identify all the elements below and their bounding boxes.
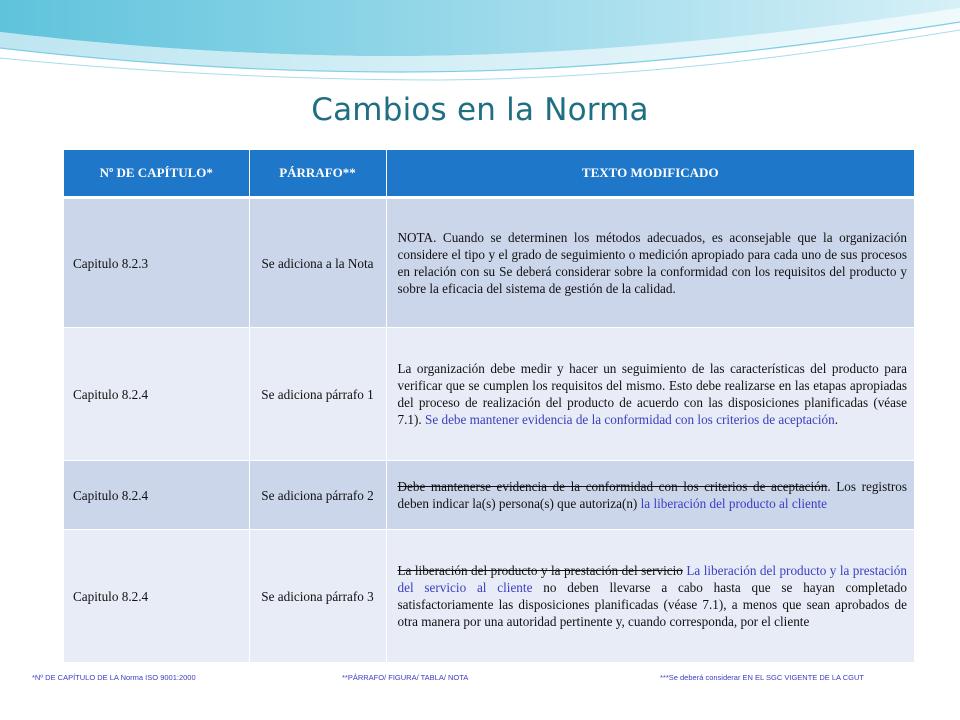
added-text: la liberación del producto al cliente xyxy=(640,496,828,511)
paragraph-cell: Se adiciona párrafo 2 xyxy=(249,461,386,530)
footnote-chapter: *Nº DE CAPÍTULO DE LA Norma ISO 9001:2000 xyxy=(32,673,196,682)
struck-text: La liberación del producto y la prestación del servicio xyxy=(397,563,683,578)
footnote-sgc: ***Se deberá considerar EN EL SGC VIGENTE DE LA CGUT xyxy=(660,673,864,682)
page-title: Cambios en la Norma xyxy=(311,92,649,128)
plain-text: no deben llevarse a cabo hasta que se hayan completado satisfactoriamente las disposiciones planificadas (véase 7.1), a menos que sean aprobados de otra manera por una autoridad pertinente y, cuando corresponda, por el cliente xyxy=(397,580,907,629)
plain-text: Los registros deben indicar la(s) persona(s) que autoriza(n) xyxy=(397,479,907,511)
table-row xyxy=(64,198,914,328)
modified-text-cell xyxy=(386,198,914,328)
modified-text-cell xyxy=(386,530,914,663)
added-text: La liberación del producto y la prestación del servicio al cliente xyxy=(397,563,907,595)
chapter-cell: Capitulo 8.2.4 xyxy=(64,530,249,663)
header-chapter: Nº DE CAPÍTULO* xyxy=(64,150,249,198)
plain-text: La organización debe medir y hacer un seguimiento de las características del producto para verificar que se cumplen los requisitos del mismo. Esto debe realizarse en las etapas apropiadas del proceso de realización del producto de acuerdo con las disposiciones planificadas (véase 7.1). xyxy=(397,361,907,427)
table-row xyxy=(64,530,914,663)
changes-table xyxy=(64,150,914,663)
table-header-row xyxy=(64,150,914,198)
text-end: . xyxy=(834,412,839,427)
header-modified-text: TEXTO MODIFICADO xyxy=(386,150,914,198)
chapter-cell: Capitulo 8.2.4 xyxy=(64,461,249,530)
footnote-paragraph: **PÁRRAFO/ FIGURA/ TABLA/ NOTA xyxy=(342,673,469,682)
paragraph-cell: Se adiciona párrafo 3 xyxy=(249,530,386,663)
table-row xyxy=(64,461,914,530)
added-text: Se debe mantener evidencia de la conformidad con los criterios de aceptación xyxy=(424,412,835,427)
modified-text-cell xyxy=(386,461,914,530)
paragraph-cell: Se adiciona párrafo 1 xyxy=(249,328,386,461)
chapter-cell: Capitulo 8.2.4 xyxy=(64,328,249,461)
chapter-cell: Capitulo 8.2.3 xyxy=(64,198,249,328)
table-row xyxy=(64,328,914,461)
struck-text: Debe mantenerse evidencia de la conformidad con los criterios de aceptación xyxy=(397,479,828,494)
paragraph-cell: Se adiciona a la Nota xyxy=(249,198,386,328)
modified-text-cell xyxy=(386,328,914,461)
plain-text: NOTA. Cuando se determinen los métodos adecuados, es aconsejable que la organización considere el tipo y el grado de seguimiento o medición apropiado para cada uno de sus procesos en relación con su Se deberá considerar sobre la conformidad con los requisitos del producto y sobre la eficacia del sistema de gestión de la calidad. xyxy=(397,230,907,296)
text-end: . xyxy=(827,479,831,494)
header-paragraph: PÁRRAFO** xyxy=(249,150,386,198)
